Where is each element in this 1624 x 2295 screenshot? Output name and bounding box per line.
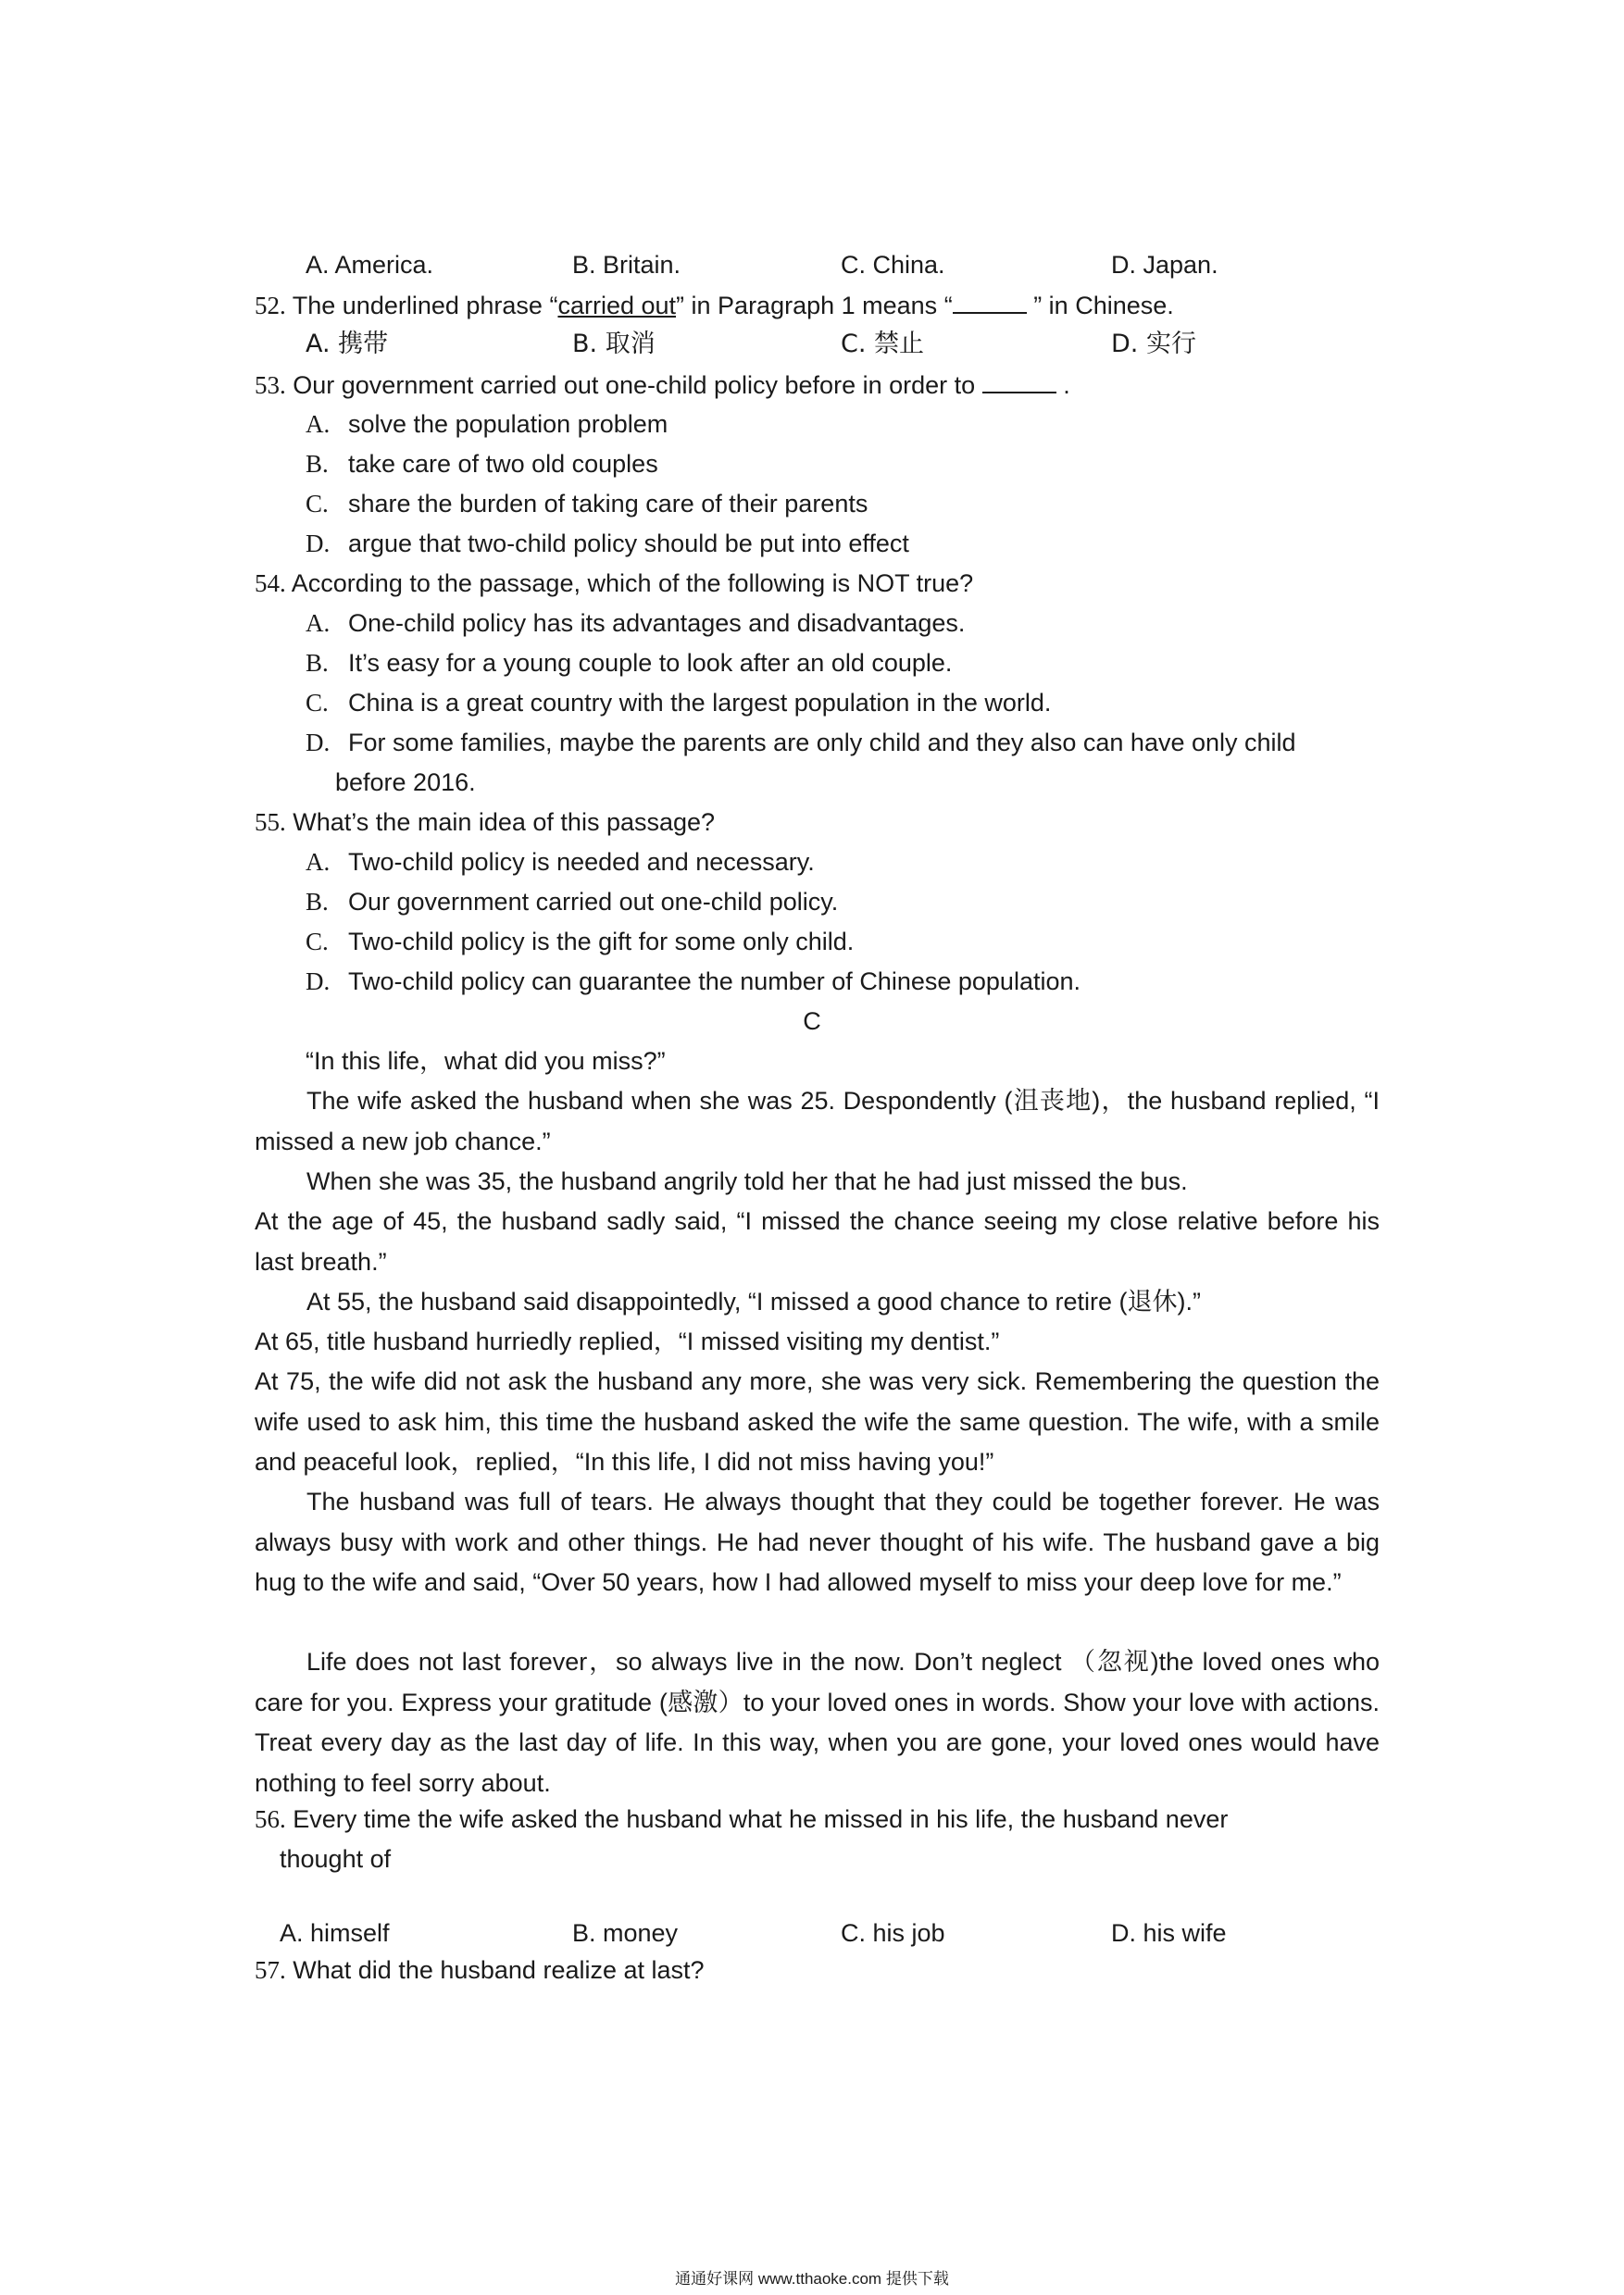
q55-number: 55.: [255, 808, 286, 836]
q54-stem: [255, 567, 973, 600]
section-c-heading: C: [803, 1007, 821, 1035]
q57-text: What did the husband realize at last?: [293, 1956, 705, 1984]
q54-option-c: [306, 686, 1051, 719]
q53-option-d: [306, 527, 909, 560]
option-letter: A.: [306, 609, 331, 637]
option-text: One-child policy has its advantages and disadvantages.: [348, 609, 966, 637]
q51-option-c: C. China.: [841, 251, 945, 279]
option-letter: C.: [306, 689, 329, 717]
q54-option-d: [306, 726, 1296, 759]
q53-end: .: [1063, 371, 1070, 399]
option-text: Two-child policy can guarantee the number of Chinese population.: [348, 967, 1081, 995]
option-text: Two-child policy is needed and necessary.: [348, 848, 815, 876]
q56-options: [280, 1916, 1298, 1950]
passage-paragraph-1: “In this life，what did you miss?”: [306, 1047, 666, 1075]
q51-option-b: B. Britain.: [572, 251, 681, 279]
q55-text: What’s the main idea of this passage?: [293, 808, 716, 836]
option-text: solve the population problem: [348, 410, 668, 438]
q55-option-c: [306, 925, 854, 958]
option-letter: C.: [306, 490, 329, 518]
q51-option-d: D. Japan.: [1111, 251, 1218, 279]
option-text: argue that two-child policy should be put into effect: [348, 530, 909, 557]
q56-number: 56.: [255, 1805, 286, 1833]
q53-option-b: [306, 447, 658, 480]
option-letter: B.: [306, 888, 329, 916]
passage-paragraph-5: At 55, the husband said disappointedly, “I missed a good chance to retire (退休).”: [306, 1288, 1202, 1316]
q53-answer-blank: [982, 368, 1056, 393]
q57-number: 57.: [255, 1956, 286, 1984]
option-text: take care of two old couples: [348, 450, 658, 478]
option-text: Two-child policy is the gift for some only child.: [348, 928, 855, 955]
q55-stem: [255, 805, 715, 839]
q54-option-a: [306, 606, 965, 640]
q53-text: Our government carried out one-child policy before in order to: [293, 371, 976, 399]
q52-text-mid: ” in Paragraph 1 means “: [676, 292, 953, 319]
passage-paragraph-8: The husband was full of tears. He always thought that they could be together forever. He was always busy with work and other things. He had never thought of his wife. The husband gave a big hug to the wife and said, “Over 50 years, how I had allowed myself to miss your deep love for me.”: [255, 1488, 1380, 1596]
q52-underlined-phrase: carried out: [557, 292, 677, 319]
q52-number: 52.: [255, 292, 286, 319]
q55-option-d: [306, 965, 1081, 998]
q52-option-b: B. 取消: [572, 330, 656, 358]
passage-paragraph-6: At 65, title husband hurriedly replied，“I missed visiting my dentist.”: [255, 1328, 1000, 1355]
option-text: China is a great country with the largest population in the world.: [348, 689, 1052, 717]
q56-stem: [255, 1802, 1228, 1836]
q56-text: Every time the wife asked the husband what he missed in his life, the husband never: [293, 1805, 1229, 1833]
footer-download-note: 通通好课网 www.tthaoke.com 提供下载: [675, 2270, 949, 2288]
option-letter: C.: [306, 928, 329, 955]
passage-paragraph-2: The wife asked the husband when she was 25. Despondently (沮丧地)，the husband replied, “I missed a new job chance.”: [255, 1087, 1380, 1155]
option-letter: A.: [306, 848, 331, 876]
option-letter: A.: [306, 410, 331, 438]
passage-paragraph-9: Life does not last forever，so always live in the now. Don’t neglect （忽视)the loved ones who care for you. Express your gratitude (感激）to your loved ones in words. Show your love with actions. Treat every day as the last day of life. In this way, when you are gone, your loved ones would have nothing to feel sorry about.: [255, 1648, 1380, 1797]
q53-stem: [255, 368, 1070, 402]
option-letter: B.: [306, 450, 329, 478]
passage-paragraph-3: When she was 35, the husband angrily told her that he had just missed the bus.: [306, 1167, 1188, 1195]
q52-option-a: A. 携带: [306, 330, 389, 358]
q52-options: [306, 328, 1324, 361]
q52-stem: [255, 288, 1174, 322]
passage-paragraph-7: At 75, the wife did not ask the husband any more, she was very sick. Remembering the question the wife used to ask him, this time the husband asked the wife the same question. The wife, with a smile and peaceful look，replied，“In this life, I did not miss having you!”: [255, 1367, 1380, 1476]
option-letter: B.: [306, 649, 329, 677]
q55-option-b: [306, 885, 838, 918]
q51-option-a: A. America.: [306, 251, 434, 279]
option-text: share the burden of taking care of their parents: [348, 490, 868, 518]
option-letter: D.: [306, 967, 331, 995]
q54-option-b: [306, 646, 952, 680]
q52-answer-blank: [953, 288, 1027, 314]
q55-option-a: [306, 845, 815, 879]
q52-option-d: D. 实行: [1111, 330, 1196, 358]
q51-options: [306, 248, 1324, 281]
q56-option-a: A. himself: [280, 1919, 390, 1947]
q56-stem-continued: thought of: [280, 1845, 392, 1873]
q57-stem: [255, 1953, 705, 1987]
option-letter: D.: [306, 530, 331, 557]
q53-number: 53.: [255, 371, 286, 399]
q52-text-post: ” in Chinese.: [1026, 292, 1174, 319]
passage-paragraph-4: At the age of 45, the husband sadly said, “I missed the chance seeing my close relative before his last breath.”: [255, 1207, 1380, 1276]
q53-option-c: [306, 487, 868, 520]
q56-option-c: C. his job: [841, 1919, 945, 1947]
q53-option-a: [306, 407, 668, 441]
q54-text: According to the passage, which of the following is NOT true?: [291, 569, 974, 597]
option-text: For some families, maybe the parents are only child and they also can have only child: [348, 729, 1296, 756]
q56-option-b: B. money: [572, 1919, 679, 1947]
q56-option-d: D. his wife: [1111, 1919, 1227, 1947]
option-text: It’s easy for a young couple to look after an old couple.: [348, 649, 953, 677]
option-letter: D.: [306, 729, 331, 756]
option-text: Our government carried out one-child policy.: [348, 888, 839, 916]
q52-text-pre: The underlined phrase “: [292, 292, 558, 319]
q54-number: 54.: [255, 569, 286, 597]
q54-option-d-continued: before 2016.: [335, 768, 476, 796]
q52-option-c: C. 禁止: [841, 330, 925, 358]
